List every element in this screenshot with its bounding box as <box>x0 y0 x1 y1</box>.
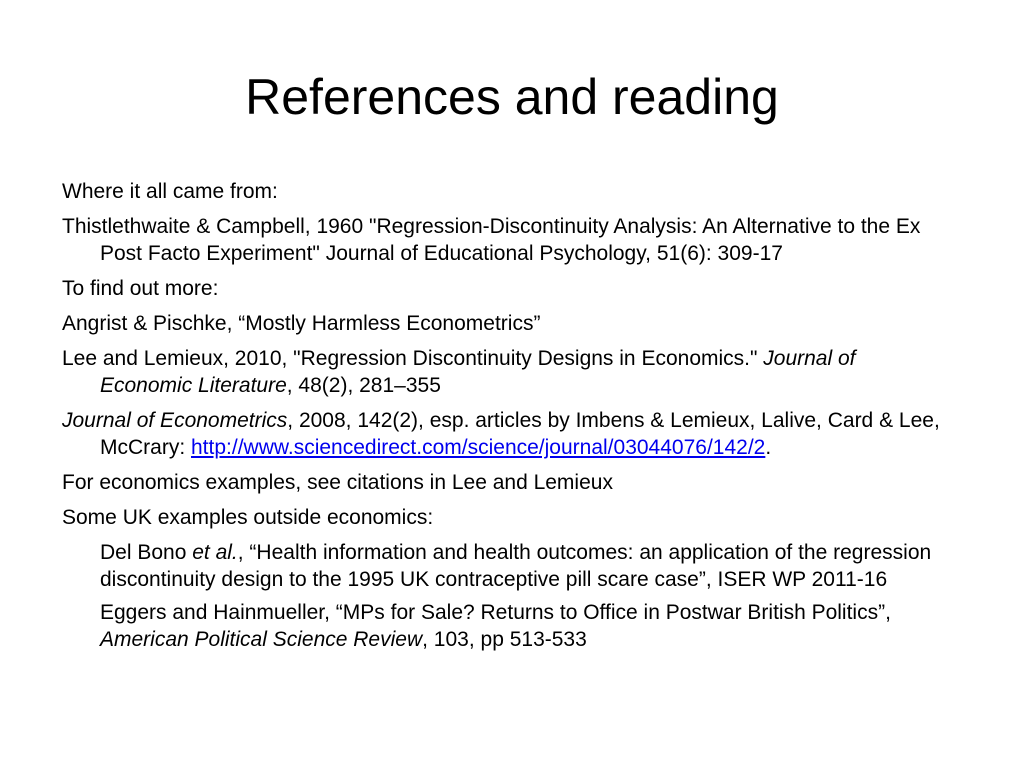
lee-text-a: Lee and Lemieux, 2010, "Regression Discontinuity Designs in Economics." <box>62 347 764 370</box>
slide-body <box>62 178 952 659</box>
lee-text-b: , 48(2), 281–355 <box>286 374 441 397</box>
del-bono-reference <box>62 539 952 593</box>
page-title: References and reading <box>245 69 779 125</box>
joe-text-a: , 2008, 142(2), esp. articles by Imbens & Lemieux, Lalive, Card & Lee, McCrary: <box>100 409 940 459</box>
lee-journal: Journal of Economic Literature <box>100 347 856 397</box>
eggers-text-b: , 103, pp 513-533 <box>422 628 587 651</box>
delbono-author: Del Bono <box>100 541 193 564</box>
journal-of-econometrics-reference <box>62 407 952 461</box>
thistlethwaite-reference: Thistlethwaite & Campbell, 1960 "Regression-Discontinuity Analysis: An Alternative to the Ex Post Facto Experiment" Journal of Educational Psychology, 51(6): 309-17 <box>62 215 921 265</box>
find-out-more-heading: To find out more: <box>62 277 219 300</box>
delbono-text: , “Health information and health outcomes: an application of the regression discontinuity design to the 1995 UK contraceptive pill scare case”, ISER WP 2011-16 <box>100 541 932 591</box>
uk-examples-heading: Some UK examples outside economics: <box>62 506 434 529</box>
where-heading: Where it all came from: <box>62 180 278 203</box>
eggers-journal: American Political Science Review <box>100 628 423 651</box>
delbono-etal: et al. <box>192 541 238 564</box>
eggers-hainmueller-reference <box>62 599 952 653</box>
joe-journal: Journal of Econometrics <box>62 409 288 432</box>
sciencedirect-link[interactable]: http://www.sciencedirect.com/science/journal/03044076/142/2 <box>191 436 766 459</box>
eggers-text-a: Eggers and Hainmueller, “MPs for Sale? Returns to Office in Postwar British Politics”, <box>100 601 891 624</box>
angrist-reference: Angrist & Pischke, “Mostly Harmless Econometrics” <box>62 312 541 335</box>
economics-examples-note: For economics examples, see citations in Lee and Lemieux <box>62 471 613 494</box>
lee-lemieux-reference <box>62 345 952 399</box>
joe-text-b: . <box>765 436 772 459</box>
